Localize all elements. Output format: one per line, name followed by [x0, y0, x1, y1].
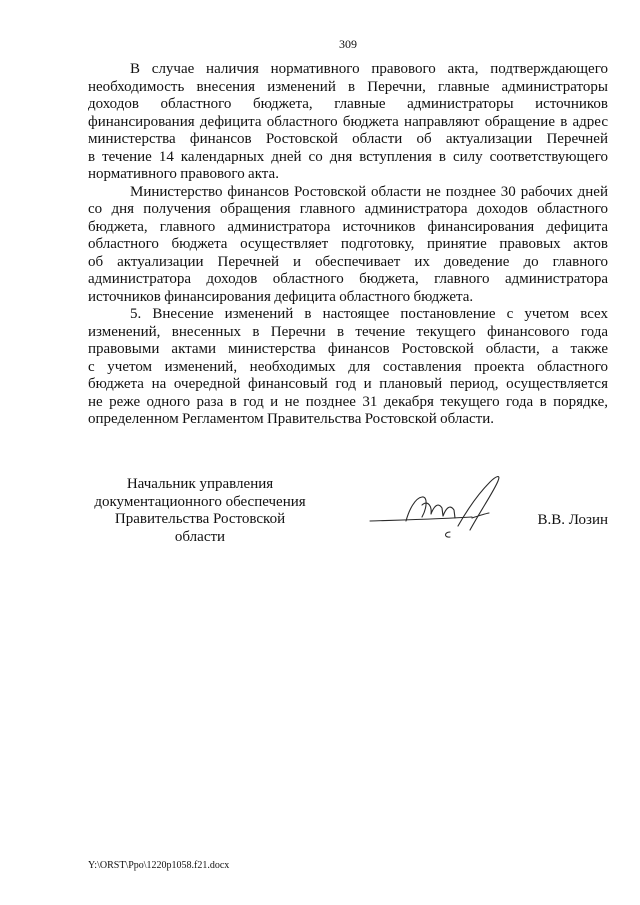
- paragraph-line: источников финансирования дефицита областного бюджета.: [88, 288, 474, 305]
- signer-name: В.В. Лозин: [537, 512, 608, 528]
- signature-title-line: Начальник управления: [126, 476, 274, 492]
- signature: [360, 466, 510, 546]
- signature-stroke: [446, 532, 451, 537]
- signature-stroke: [458, 477, 499, 530]
- paragraph-line: В случае наличия нормативного правового акта, подтверждающего: [130, 61, 608, 77]
- paragraph-line: 5. Внесение изменений в настоящее постановление с учетом всех: [130, 306, 608, 322]
- paragraph-line: бюджета, главного администратора источников финансирования дефицита: [88, 218, 608, 235]
- paragraph-line: областного бюджета осуществляет подготовку, принятие правовых актов: [88, 236, 608, 252]
- signature-title-line: Правительства Ростовской области: [114, 511, 286, 545]
- paragraph: [88, 184, 608, 307]
- paragraph-line: в течение 14 календарных дней со дня вступления в силу соответствующего: [88, 148, 608, 165]
- paragraph-line: необходимость внесения изменений в Перечни, главные администраторы: [88, 78, 608, 95]
- signature-block-title: [88, 476, 312, 546]
- paragraph-line: со дня получения обращения главного администратора доходов областного: [88, 201, 608, 217]
- paragraph-line: не реже одного раза в год и не позднее 31 декабря текущего года в порядке,: [88, 393, 608, 410]
- paragraph-line: доходов областного бюджета, главные администраторы источников: [88, 96, 608, 112]
- page-number: 309: [339, 37, 357, 51]
- paragraph-line: бюджета на очередной финансовый год и плановый период, осуществляется: [88, 376, 608, 392]
- paragraph-line: министерства финансов Ростовской области об актуализации Перечней: [88, 131, 608, 147]
- paragraph-line: нормативного правового акта.: [88, 166, 279, 182]
- footer-file-path: Y:\ORST\Ppo\1220p1058.f21.docx: [88, 860, 230, 871]
- paragraph-line: финансирования дефицита областного бюджета направляют обращение в адрес: [88, 113, 608, 130]
- paragraph-line: правовыми актами министерства финансов Ростовской области, а также: [88, 341, 608, 357]
- signature-stroke: [422, 503, 455, 518]
- paragraph-line: об актуализации Перечней и обеспечивает их доведение до главного: [88, 253, 608, 270]
- paragraph-line: администратора доходов областного бюджета, главного администратора: [88, 271, 608, 287]
- signature-stroke: [370, 517, 472, 521]
- signature-stroke: [472, 513, 489, 518]
- body-text: [88, 61, 608, 429]
- paragraph-line: изменений, внесенных в Перечни в течение текущего финансового года: [88, 323, 608, 340]
- signature-title-line: документационного обеспечения: [94, 493, 306, 510]
- paragraph-line: Министерство финансов Ростовской области не позднее 30 рабочих дней: [130, 183, 608, 200]
- signature-stroke: [406, 497, 426, 521]
- paragraph-line: с учетом изменений, необходимых для составления проекта областного: [88, 358, 608, 375]
- paragraph: [88, 61, 608, 184]
- paragraph: [88, 306, 608, 429]
- paragraph-line: определенном Регламентом Правительства Ростовской области.: [88, 411, 495, 427]
